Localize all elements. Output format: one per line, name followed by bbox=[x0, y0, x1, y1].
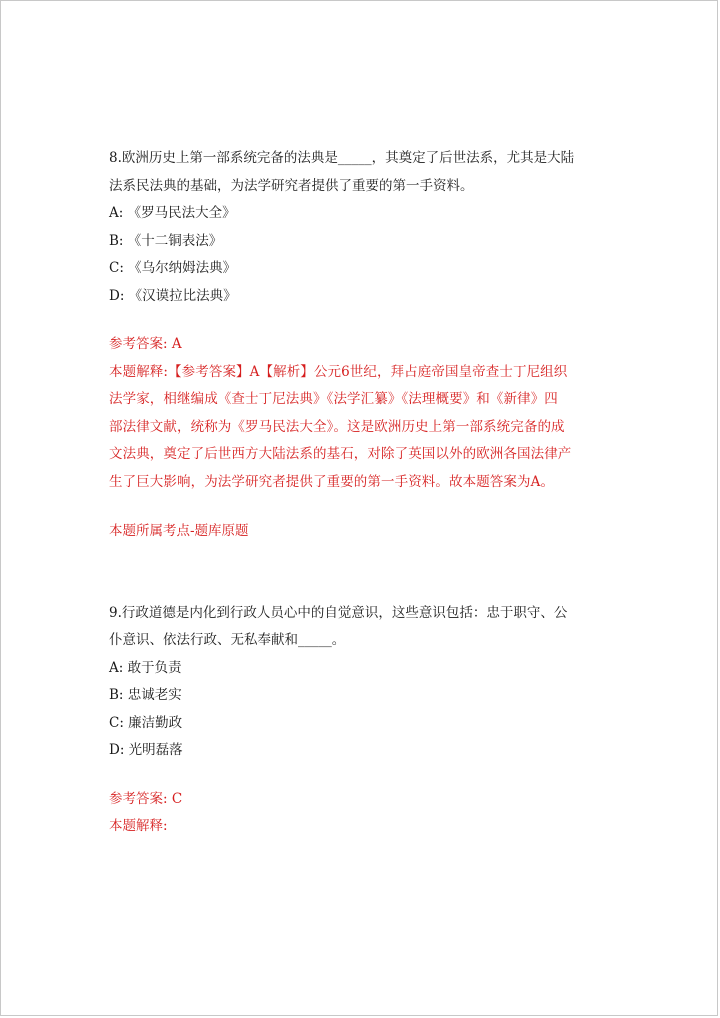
question-9-stem bbox=[109, 600, 621, 655]
question-content bbox=[109, 145, 621, 841]
question-8-stem bbox=[109, 145, 621, 200]
reference-answer: 参考答案: A bbox=[109, 336, 182, 352]
explanation-line: 本题解释:【参考答案】A【解析】公元6世纪，拜占庭帝国皇帝查士丁尼组织 bbox=[109, 363, 568, 380]
option-b: B: 《十二铜表法》 bbox=[109, 232, 223, 249]
option-b: B: 忠诚老实 bbox=[109, 687, 182, 703]
reference-answer: 参考答案: C bbox=[109, 790, 183, 807]
stem-line: 9.行政道德是内化到行政人员心中的自觉意识，这些意识包括：忠于职守、公 bbox=[109, 604, 568, 621]
question-9 bbox=[109, 600, 621, 841]
question-8-options bbox=[109, 200, 621, 310]
stem-line: 法系民法典的基础，为法学研究者提供了重要的第一手资料。 bbox=[109, 177, 474, 194]
stem-line: 仆意识、依法行政、无私奉献和_____。 bbox=[109, 632, 346, 648]
option-c: C: 《乌尔纳姆法典》 bbox=[109, 260, 237, 276]
option-a: A: 敢于负责 bbox=[109, 659, 182, 676]
explanation-line: 文法典，奠定了后世西方大陆法系的基石，对除了英国以外的欧洲各国法律产 bbox=[109, 446, 572, 462]
option-d: D: 《汉谟拉比法典》 bbox=[109, 287, 237, 304]
question-9-options bbox=[109, 655, 621, 765]
explanation bbox=[109, 359, 621, 497]
question-8 bbox=[109, 145, 621, 546]
explanation-label: 本题解释: bbox=[109, 818, 168, 834]
stem-line: 8.欧洲历史上第一部系统完备的法典是_____，其奠定了后世法系，尤其是大陆 bbox=[109, 150, 575, 166]
explanation-line: 生了巨大影响，为法学研究者提供了重要的第一手资料。故本题答案为A。 bbox=[109, 473, 555, 490]
explanation-line: 法学家，相继编成《查士丁尼法典》《法学汇纂》《法理概要》和《新律》四 bbox=[109, 391, 558, 407]
topic-label: 本题所属考点-题库原题 bbox=[109, 523, 249, 539]
option-c: C: 廉洁勤政 bbox=[109, 714, 183, 731]
option-d: D: 光明磊落 bbox=[109, 742, 183, 758]
explanation-line: 部法律文献，统称为《罗马民法大全》。这是欧洲历史上第一部系统完备的成 bbox=[109, 418, 565, 435]
option-a: A: 《罗马民法大全》 bbox=[109, 205, 236, 221]
